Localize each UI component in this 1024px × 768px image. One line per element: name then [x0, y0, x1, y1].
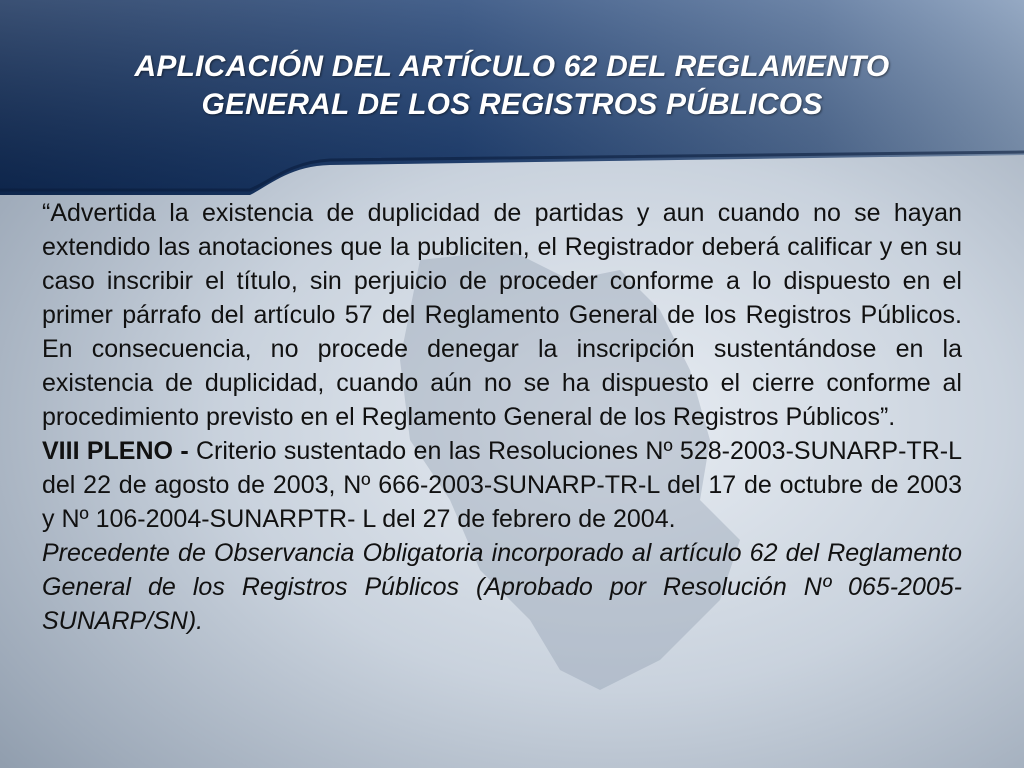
pleno-text: Criterio sustentado en las Resoluciones Nº 528-2003-SUNARP-TR-L del 22 de agosto de 2003, Nº 666-2003-SUNARP-TR-L del 17 de octubre de 2003 y Nº 106-2004-SUNARPTR- L del 27 de febrero de 2004. — [42, 437, 962, 533]
precedente-paragraph: Precedente de Observancia Obligatoria incorporado al artículo 62 del Reglamento General de los Registros Públicos (Aprobado por Resolución Nº 065-2005-SUNARP/SN). — [42, 539, 962, 635]
pleno-label: VIII PLENO - — [42, 437, 189, 465]
slide-body — [42, 196, 962, 638]
pleno-paragraph — [42, 434, 962, 536]
quote-paragraph: “Advertida la existencia de duplicidad de partidas y aun cuando no se hayan extendido las anotaciones que la publiciten, el Registrador deberá calificar y en su caso inscribir el título, sin perjuicio de proceder conforme a lo dispuesto en el primer párrafo del artículo 57 del Reglamento General de los Registros Públicos. En consecuencia, no procede denegar la inscripción sustentándose en la existencia de duplicidad, cuando aún no se ha dispuesto el cierre conforme al procedimiento previsto en el Reglamento General de los Registros Públicos”. — [42, 199, 962, 431]
slide-title — [40, 48, 984, 124]
slide-title-line-2: GENERAL DE LOS REGISTROS PÚBLICOS — [201, 88, 823, 121]
slide-title-line-1: APLICACIÓN DEL ARTÍCULO 62 DEL REGLAMENTO — [134, 50, 890, 83]
